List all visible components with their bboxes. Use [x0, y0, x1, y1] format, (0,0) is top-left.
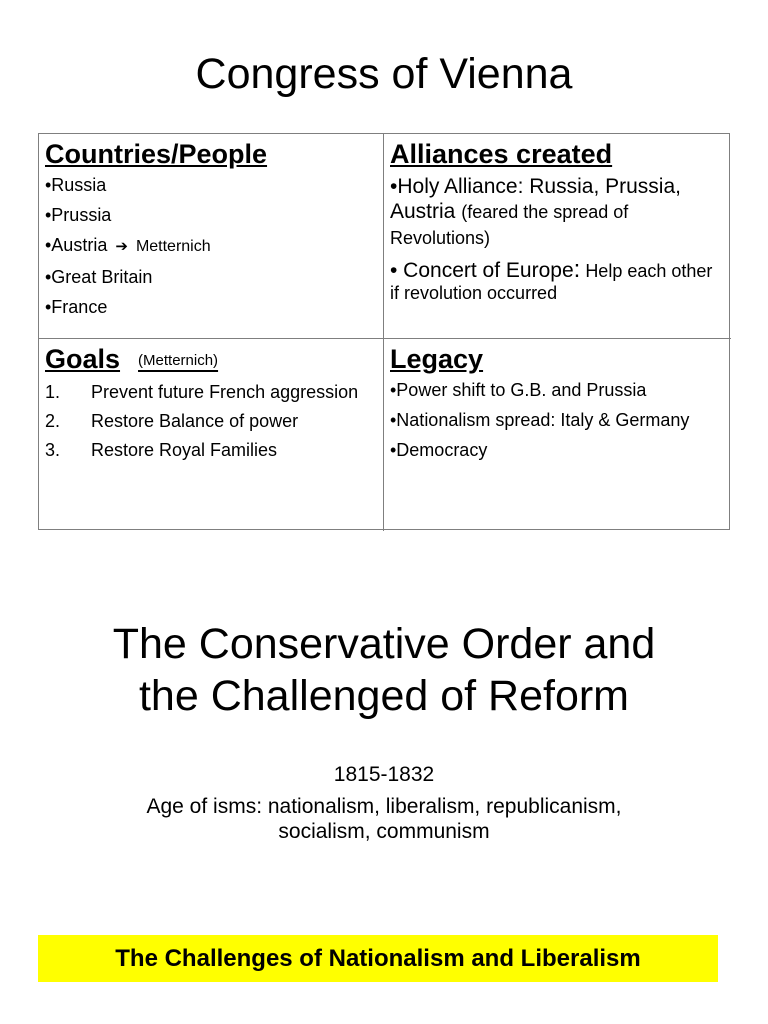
country-item-label: •Austria	[45, 235, 108, 255]
goal-text: Restore Balance of power	[91, 410, 299, 431]
legacy-item: •Nationalism spread: Italy & Germany	[390, 410, 690, 430]
right-arrow-icon: ➔	[115, 237, 128, 255]
holy-alliance-note: (feared the spread of Revolutions)	[390, 202, 629, 248]
isms-text	[0, 794, 768, 844]
holy-alliance-text: •Holy Alliance: Russia, Prussia, Austria	[390, 175, 681, 223]
legacy-cell	[384, 339, 731, 531]
goal-number: 3.	[45, 439, 61, 460]
summary-table	[38, 133, 730, 530]
page-title: Congress of Vienna	[195, 50, 573, 98]
isms-line: Age of isms: nationalism, liberalism, republicanism,	[146, 795, 622, 818]
alliances-heading: Alliances created	[390, 139, 613, 169]
goals-heading-note: (Metternich)	[138, 351, 219, 369]
goal-text: Prevent future French aggression	[91, 381, 359, 402]
isms-line: socialism, communism	[278, 820, 490, 843]
goals-heading	[45, 343, 377, 377]
goal-number: 1.	[45, 381, 61, 402]
country-item: •France	[45, 297, 108, 317]
metternich-note: Metternich	[135, 238, 211, 255]
country-item: •Russia	[45, 175, 107, 195]
goals-cell	[39, 339, 384, 531]
alliances-cell	[384, 134, 731, 339]
countries-cell	[39, 134, 384, 339]
legacy-item: •Power shift to G.B. and Prussia	[390, 380, 647, 400]
legacy-heading: Legacy	[390, 344, 484, 374]
date-range: 1815-1832	[333, 763, 435, 786]
countries-heading: Countries/People	[45, 139, 268, 169]
country-item-austria	[45, 234, 377, 258]
goal-number: 2.	[45, 410, 61, 431]
goals-heading-label: Goals	[45, 344, 121, 374]
holy-alliance-item	[390, 174, 725, 251]
section-title-line: The Conservative Order and	[112, 620, 656, 668]
concert-of-europe-text: • Concert of Europe	[390, 259, 574, 282]
country-item: •Prussia	[45, 205, 112, 225]
section-title-line: the Challenged of Reform	[138, 672, 629, 720]
goal-item	[45, 410, 377, 432]
section-title	[0, 618, 768, 722]
goal-item	[45, 439, 377, 461]
concert-colon: :	[573, 256, 581, 283]
concert-of-europe-note: Help each other if revolution occurred	[390, 261, 713, 303]
goal-text: Restore Royal Families	[91, 439, 278, 460]
country-item: •Great Britain	[45, 267, 153, 287]
concert-of-europe-item	[390, 256, 725, 304]
goal-item	[45, 381, 377, 403]
highlight-banner: The Challenges of Nationalism and Liberalism	[38, 935, 718, 982]
legacy-item: •Democracy	[390, 440, 488, 460]
